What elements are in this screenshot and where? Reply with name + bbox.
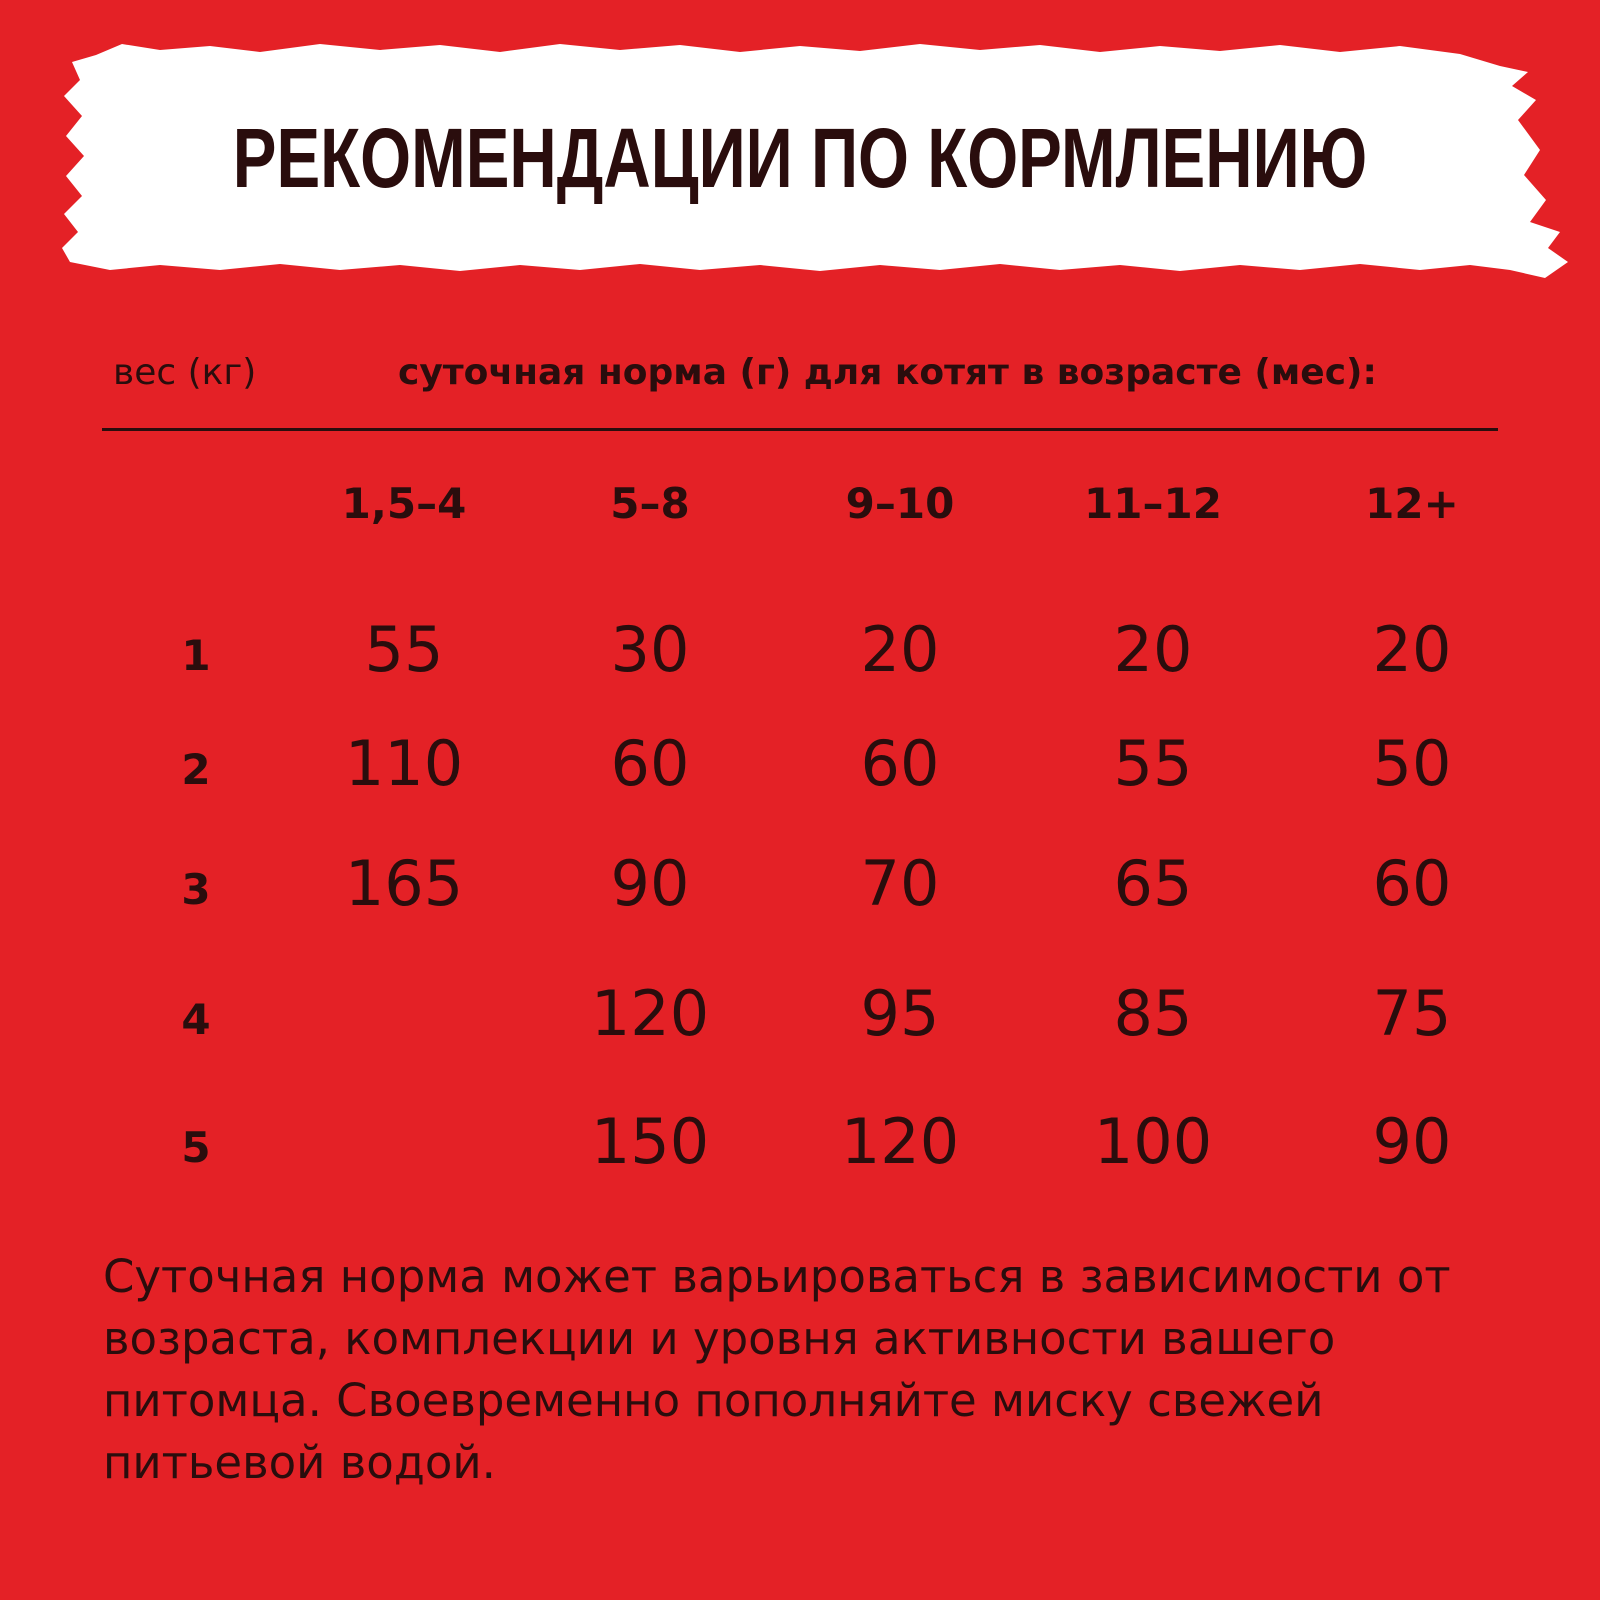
table-cell: 85 (1113, 977, 1193, 1050)
table-cell: 90 (610, 847, 690, 920)
age-header-5: 12+ (1365, 479, 1459, 528)
weight-cell: 5 (181, 1123, 211, 1172)
table-cell: 110 (344, 727, 464, 800)
weight-cell: 3 (181, 865, 211, 914)
title-banner (0, 0, 1600, 300)
weight-cell: 1 (181, 631, 211, 680)
age-header-3: 9–10 (845, 479, 955, 528)
header-divider (102, 428, 1498, 431)
table-cell: 60 (860, 727, 940, 800)
table-cell: 30 (610, 613, 690, 686)
weight-cell: 2 (181, 745, 211, 794)
age-header-1: 1,5–4 (341, 479, 467, 528)
table-cell: 100 (1093, 1105, 1213, 1178)
table-cell: 60 (610, 727, 690, 800)
table-cell: 120 (590, 977, 710, 1050)
age-header-4: 11–12 (1084, 479, 1222, 528)
table-cell: 165 (344, 847, 464, 920)
table-cell: 120 (840, 1105, 960, 1178)
table-cell: 150 (590, 1105, 710, 1178)
table-cell: 55 (1113, 727, 1193, 800)
table-cell: 65 (1113, 847, 1193, 920)
table-cell: 20 (860, 613, 940, 686)
table-cell: 90 (1372, 1105, 1452, 1178)
table-cell: 60 (1372, 847, 1452, 920)
table-cell: 75 (1372, 977, 1452, 1050)
table-cell: 55 (364, 613, 444, 686)
page-title: РЕКОМЕНДАЦИИ ПО КОРМЛЕНИЮ (232, 111, 1368, 205)
weight-column-header: вес (кг) (113, 352, 257, 393)
feeding-note: Суточная норма может варьироваться в зависимости от возраста, комплекции и уровня активности вашего питомца. Своевременно пополняйте миску свежей питьевой водой. (103, 1250, 1451, 1489)
table-cell: 70 (860, 847, 940, 920)
table-cell: 20 (1113, 613, 1193, 686)
table-cell: 50 (1372, 727, 1452, 800)
weight-cell: 4 (181, 995, 211, 1044)
daily-norm-header: суточная норма (г) для котят в возрасте (мес): (398, 352, 1377, 393)
table-cell: 95 (860, 977, 940, 1050)
age-header-2: 5–8 (610, 479, 690, 528)
table-cell: 20 (1372, 613, 1452, 686)
